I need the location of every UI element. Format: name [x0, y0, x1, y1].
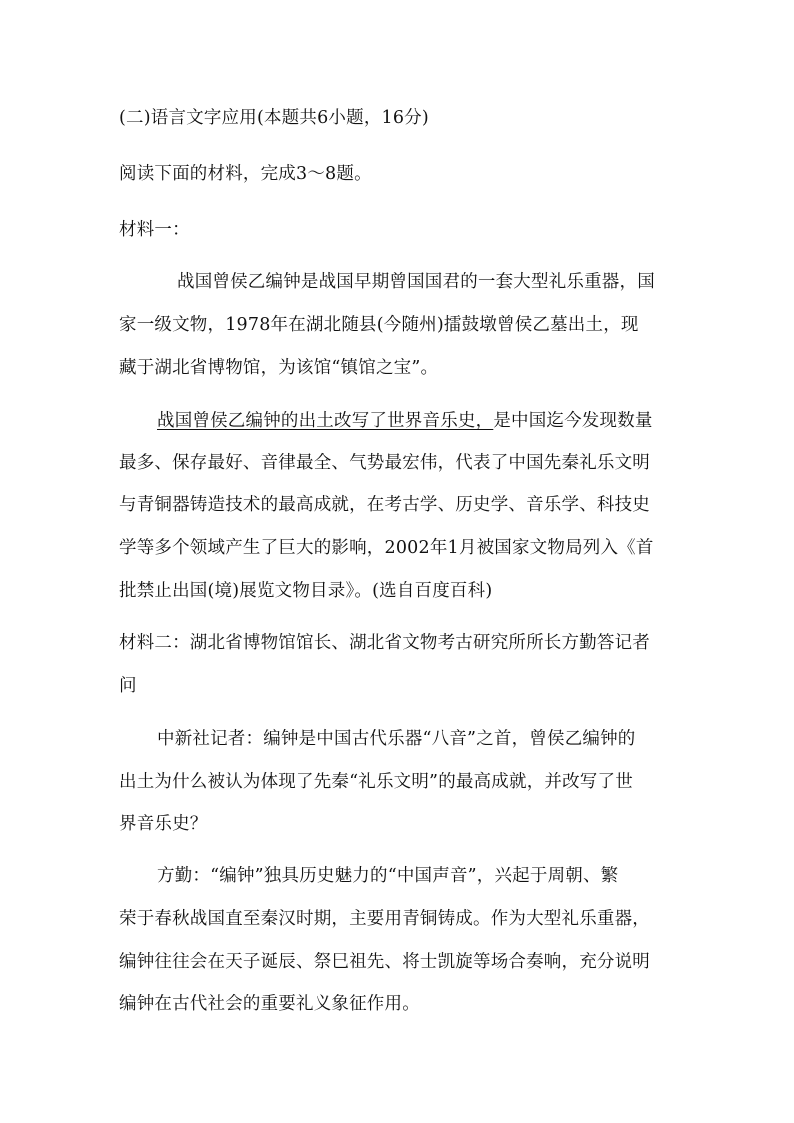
material2-label-line1: 材料二：湖北省博物馆馆长、湖北省文物考古研究所所长方勤答记者: [119, 633, 650, 653]
material1-para2-line4: 学等多个领域产生了巨大的影响，2002年1月被国家文物局列入《首: [119, 538, 654, 558]
material2-label-line2: 问: [119, 676, 137, 696]
material1-para1-line3: 藏于湖北省博物馆，为该馆“镇馆之宝”。: [119, 358, 439, 378]
material1-para2-line1-rest: 是中国迄今发现数量: [493, 411, 653, 431]
material1-para2-line1: [157, 409, 653, 433]
material1-para2-line5: 批禁止出国(境)展览文物目录》。(选自百度百科): [119, 581, 493, 601]
material2-answer-line2: 荣于春秋战国直至秦汉时期，主要用青铜铸成。作为大型礼乐重器，: [119, 909, 650, 929]
material2-answer-line1: 方勤：“编钟”独具历史魅力的“中国声音”，兴起于周朝、繁: [157, 866, 619, 886]
section-heading: (二)语言文字应用(本题共6小题，16分): [119, 108, 429, 128]
material1-para2-line3: 与青铜器铸造技术的最高成就，在考古学、历史学、音乐学、科技史: [119, 495, 650, 515]
material1-para1-line2: 家一级文物，1978年在湖北随县(今随州)擂鼓墩曾侯乙墓出土，现: [119, 315, 639, 335]
material2-question-line3: 界音乐史？: [119, 814, 208, 834]
instruction-text: 阅读下面的材料，完成3～8题。: [119, 164, 372, 184]
material1-para1-line1: 战国曾侯乙编钟是战国早期曾国国君的一套大型礼乐重器，国: [177, 272, 655, 292]
material2-question-line1: 中新社记者：编钟是中国古代乐器“八音”之首，曾侯乙编钟的: [157, 729, 636, 749]
material2-answer-line3: 编钟往往会在天子诞辰、祭巳祖先、将士凯旋等场合奏响，充分说明: [119, 952, 650, 972]
material2-answer-line4: 编钟在古代社会的重要礼义象征作用。: [119, 994, 420, 1014]
material2-question-line2: 出土为什么被认为体现了先秦“礼乐文明”的最高成就，并改写了世: [119, 772, 633, 792]
underlined-phrase: 战国曾侯乙编钟的出土改写了世界音乐史，: [157, 411, 494, 431]
material1-label: 材料一：: [119, 220, 190, 240]
material1-para2-line2: 最多、保存最好、音律最全、气势最宏伟，代表了中国先秦礼乐文明: [119, 453, 650, 473]
